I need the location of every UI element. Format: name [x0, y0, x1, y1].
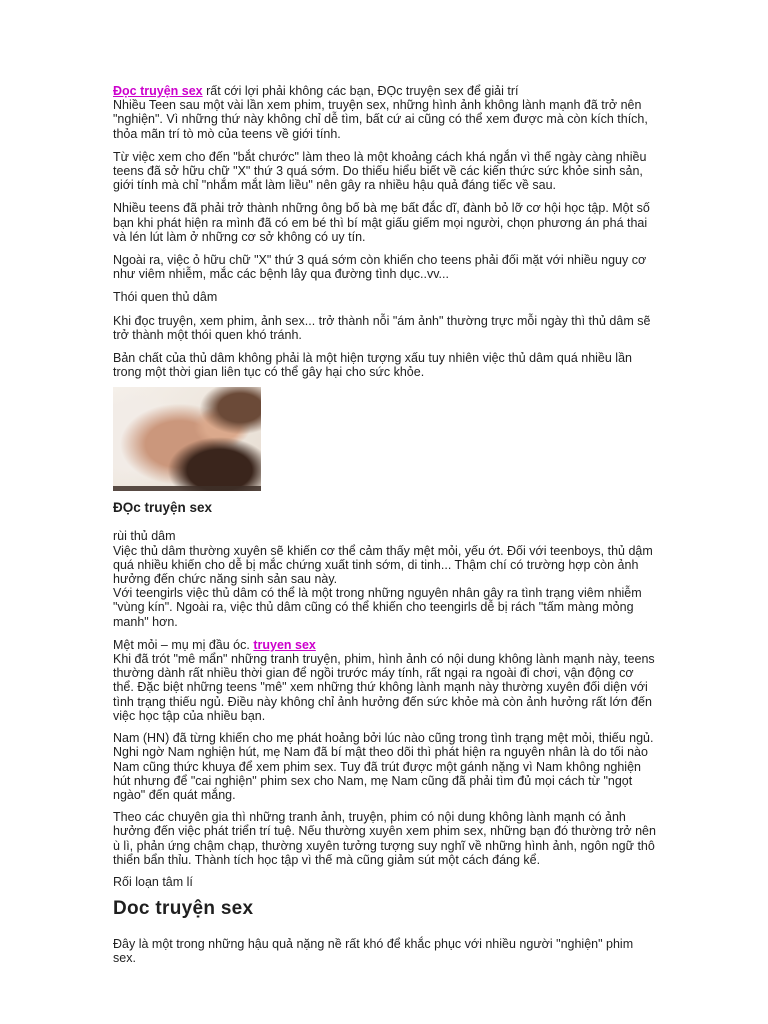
- document-content: [113, 84, 656, 966]
- doc-truyen-sex-link[interactable]: Đọc truyện sex: [113, 84, 203, 98]
- truyen-sex-link[interactable]: truyen sex: [253, 637, 316, 652]
- paragraph-hau-qua: Đây là một trong những hậu quả nặng nề rất khó để khắc phục với nhiều người "nghiện" phim sex.: [113, 937, 634, 966]
- woman-lying-photo: [113, 387, 261, 491]
- paragraph-chuyen-gia: Theo các chuyên gia thì những tranh ảnh, truyện, phim có nội dung không lành mạnh có ảnh hưởng đến việc phát triển trí tuệ. Nếu thường xuyên xem phim sex, những bạn đó thường trở nên ù lì, phản ứng chậm chạp, thường xuyên tưởng tượng suy nghĩ về những hình ảnh, ngôn ngữ thô thiển bẩn thỉu. Thành tích học tập vì thế mà cũng giảm sút một cách đáng kể.: [113, 810, 656, 867]
- thu-dam-line3: Với teengirls việc thủ dâm có thể là một trong những nguyên nhân gây ra tình trạng viêm nhiễm "vùng kín". Ngoài ra, việc thủ dâm cũng có thể khiến cho teengirls dễ bị rách "tấm màng mỏng manh" hơn.: [113, 586, 642, 629]
- photo-heading: ĐỌc truyện sex: [113, 500, 213, 516]
- paragraph-ong-bo-ba-me: Nhiều teens đã phải trở thành những ông bố bà mẹ bất đắc dĩ, đành bỏ lỡ cơ hội học tập. Một số bạn khi phát hiện ra mình đã có em bé thì bí mật giấu giếm mọi người, chọn phương án phá thai và lén lút làm ở những cơ sở không có uy tín.: [113, 201, 650, 244]
- thu-dam-line1: rùi thủ dâm: [113, 529, 176, 544]
- paragraph-met-moi: [113, 638, 656, 723]
- paragraph-nam-hn: Nam (HN) đã từng khiến cho mẹ phát hoảng bởi lúc nào cũng trong tình trạng mệt mỏi, thiếu ngủ. Nghi ngờ Nam nghiện hút, mẹ Nam đã bí mật theo dõi thì phát hiện ra nguyên nhân là do tối nào Nam cũng thức khuya để xem phim sex. Tuy đã trút được một gánh nặng vì Nam không nghiện hút nhưng để "cai nghiện" phim sex cho Nam, mẹ Nam cũng đã phải tìm đủ mọi cách từ "ngọt ngào" đến quát mắng.: [113, 731, 654, 802]
- paragraph-nguy-co: Ngoài ra, việc ỏ hữu chữ "X" thứ 3 quá sớm còn khiến cho teens phải đối mặt với nhiều nguy cơ như viêm nhiễm, mắc các bệnh lây qua đường tình dục..vv...: [113, 253, 647, 282]
- intro-line: [113, 84, 656, 98]
- met-moi-lead-line: [113, 638, 656, 652]
- met-moi-lead: Mệt mỏi – mụ mị đầu óc.: [113, 637, 254, 652]
- paragraph-thu-dam-effects: [113, 529, 656, 628]
- met-moi-body: Khi đã trót "mê mẩn" những tranh truyện, phim, hình ảnh có nội dung không lành mạnh này, teens thường dành rất nhiều thời gian để ngồi trước máy tính, rất ngại ra ngoài đi chơi, vận động cơ thể. Đặc biệt những teens "mê" xem những thứ không lành mạnh này thường xuyên đối diện với tình trạng thiếu ngủ. Điều này không chỉ ảnh hưởng đến sức khỏe mà còn ảnh hưởng rất lớn đến việc học tập của nhiều bạn.: [113, 652, 655, 723]
- paragraph-ban-chat: Bản chất của thủ dâm không phải là một hiện tượng xấu tuy nhiên việc thủ dâm quá nhiều lần trong một thời gian liên tục có thể gây hại cho sức khỏe.: [113, 351, 632, 380]
- paragraph-am-anh: Khi đọc truyện, xem phim, ảnh sex... trở thành nỗi "ám ảnh" thường trực mỗi ngày thì thủ dâm sẽ trở thành một thói quen khó tránh.: [113, 313, 651, 342]
- subheading-roi-loan-tam-li: Rối loạn tâm lí: [113, 874, 193, 889]
- intro-body: Nhiều Teen sau một vài lần xem phim, truyện sex, những hình ảnh không lành mạnh đã trở nên "nghiện". Vì những thứ này không chỉ dễ tìm, bất cứ ai cũng có thể xem được mà còn kích thích, thỏa mãn trí tò mò của teens về giới tính.: [113, 98, 648, 141]
- paragraph-bat-chuoc: Từ việc xem cho đến "bắt chước" làm theo là một khoảng cách khá ngắn vì thế ngày càng nhiều teens đã sở hữu chữ "X" thứ 3 quá sớm. Do thiếu hiểu biết về các kiến thức sức khỏe sinh sản, giới tính mà chỉ "nhắm mắt làm liều" nên gây ra nhiều hậu quả đáng tiếc về sau.: [113, 149, 647, 193]
- doc-truyen-sex-heading: Doc truyện sex: [113, 898, 254, 920]
- intro-paragraph: [113, 84, 656, 141]
- subheading-thoi-quen-thu-dam: Thói quen thủ dâm: [113, 290, 218, 305]
- intro-line-rest: rất cới lợi phải không các bạn, ĐỌc truyện sex để giải trí: [202, 84, 519, 98]
- thu-dam-line2: Việc thủ dâm thường xuyên sẽ khiến cơ thể cảm thấy mệt mỏi, yếu ớt. Đối với teenboys, thủ dậm quá nhiều khiến cho dễ bị mắc chứng xuất tinh sớm, di tinh... Thậm chí có trường hợp còn ảnh hưởng đến chức năng sinh sản sau này.: [113, 543, 653, 587]
